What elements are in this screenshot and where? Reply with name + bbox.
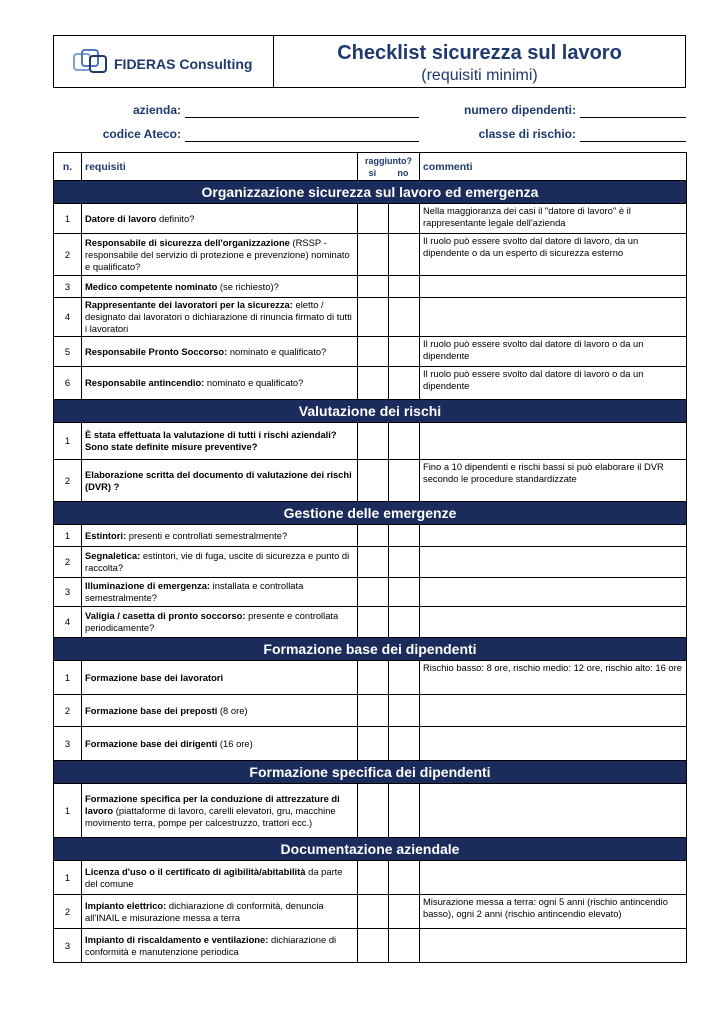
table-row	[54, 204, 687, 234]
requisito-cell	[82, 929, 358, 963]
si-no-labels	[358, 167, 419, 179]
requisito-bold: Licenza d'uso o il certificato di agibilità/abitabilità	[85, 865, 306, 877]
row-number: 2	[54, 895, 82, 929]
col-commenti-header: commenti	[420, 153, 687, 181]
si-checkbox[interactable]	[358, 929, 389, 963]
no-checkbox[interactable]	[389, 337, 420, 367]
row-number: 3	[54, 929, 82, 963]
row-number: 5	[54, 337, 82, 367]
requisito-cell	[82, 547, 358, 578]
document-header	[53, 35, 686, 88]
col-requisiti-header: requisiti	[82, 153, 358, 181]
section-header	[54, 181, 687, 204]
row-number: 1	[54, 861, 82, 895]
requisito-bold: Datore di lavoro	[85, 212, 157, 224]
section-title: Gestione delle emergenze	[54, 502, 687, 525]
requisito-cell	[82, 727, 358, 761]
row-number: 3	[54, 578, 82, 607]
requisito-text: (RSSP - responsabile del servizio di protezione e prevenzione) nominato e qualificato?	[85, 236, 350, 272]
requisito-text: estintori, vie di fuga, uscite di sicurezza e punto di raccolta?	[85, 550, 350, 573]
comment-cell[interactable]	[420, 727, 687, 761]
col-raggiunto-header	[358, 153, 420, 181]
section-header	[54, 400, 687, 423]
row-number: 1	[54, 525, 82, 547]
section-title: Formazione specifica dei dipendenti	[54, 761, 687, 784]
si-checkbox[interactable]	[358, 276, 389, 298]
row-number: 3	[54, 727, 82, 761]
requisito-cell	[82, 578, 358, 607]
requisito-text: eletto / designato dai lavoratori o dichiarazione di rinuncia firmato di tutti i lavoratori	[85, 299, 352, 334]
row-number: 1	[54, 204, 82, 234]
no-label: no	[397, 167, 409, 178]
requisito-text: presente e controllata periodicamente?	[85, 610, 339, 633]
section-title: Organizzazione sicurezza sul lavoro ed emergenza	[54, 181, 687, 204]
requisito-text: (16 ore)	[217, 737, 253, 749]
requisito-bold: Medico competente nominato	[85, 280, 218, 292]
requisito-bold: Responsabile di sicurezza dell'organizzazione	[85, 236, 290, 248]
no-checkbox[interactable]	[389, 525, 420, 547]
si-checkbox[interactable]	[358, 861, 389, 895]
codice-ateco-field[interactable]	[185, 140, 419, 142]
table-row	[54, 661, 687, 695]
requisito-bold: Formazione base dei lavoratori	[85, 671, 224, 683]
requisito-text: da parte del comune	[85, 865, 343, 889]
classe-rischio-label: classe di rischio:	[478, 127, 576, 141]
row-number: 4	[54, 298, 82, 337]
row-number: 1	[54, 423, 82, 460]
comment-cell[interactable]	[420, 276, 687, 298]
comment-cell[interactable]	[420, 547, 687, 578]
requisito-cell	[82, 460, 358, 502]
requisito-text: (8 ore)	[217, 704, 248, 716]
requisito-text: definito?	[156, 212, 195, 224]
comment-cell[interactable]	[420, 929, 687, 963]
table-row	[54, 298, 687, 337]
table-row	[54, 367, 687, 400]
si-label: sì	[368, 167, 377, 178]
logo-text: FIDERAS Consulting	[114, 56, 253, 72]
table-row	[54, 607, 687, 638]
title-block	[274, 36, 685, 87]
no-checkbox[interactable]	[389, 276, 420, 298]
row-number: 4	[54, 607, 82, 638]
comment-cell[interactable]	[420, 784, 687, 838]
requisito-bold: Valigia / casetta di pronto soccorso:	[85, 610, 246, 621]
si-checkbox[interactable]	[358, 525, 389, 547]
section-header	[54, 838, 687, 861]
si-checkbox[interactable]	[358, 367, 389, 400]
table-row	[54, 727, 687, 761]
requisito-text: nominato e qualificato?	[227, 345, 327, 357]
requisito-bold: Responsabile Pronto Soccorso:	[85, 345, 228, 357]
requisito-cell	[82, 895, 358, 929]
no-checkbox[interactable]	[389, 607, 420, 638]
row-number: 2	[54, 460, 82, 502]
requisito-bold: Formazione base dei dirigenti	[85, 737, 218, 749]
table-row	[54, 525, 687, 547]
row-number: 2	[54, 234, 82, 276]
table-row	[54, 861, 687, 895]
si-checkbox[interactable]	[358, 695, 389, 727]
requisito-text: installata e controllata semestralmente?	[85, 580, 304, 603]
comment-cell[interactable]	[420, 861, 687, 895]
section-title: Formazione base dei dipendenti	[54, 638, 687, 661]
table-row	[54, 929, 687, 963]
table-row	[54, 695, 687, 727]
numero-dipendenti-field[interactable]	[580, 116, 686, 118]
comment-cell[interactable]: Rischio basso: 8 ore, rischio medio: 12 ore, rischio alto: 16 ore	[420, 661, 687, 695]
requisito-bold: Rappresentante dei lavoratori per la sicurezza:	[85, 299, 293, 310]
no-checkbox[interactable]	[389, 578, 420, 607]
row-number: 1	[54, 661, 82, 695]
requisito-bold: Segnaletica:	[85, 550, 141, 561]
requisito-cell	[82, 367, 358, 400]
table-header-row	[54, 153, 687, 181]
requisito-bold: Impianto elettrico:	[85, 899, 167, 911]
comment-cell[interactable]: Il ruolo può essere svolto dal datore di lavoro o da un dipendente	[420, 337, 687, 367]
si-checkbox[interactable]	[358, 234, 389, 276]
si-checkbox[interactable]	[358, 895, 389, 929]
codice-ateco-label: codice Ateco:	[102, 127, 181, 141]
si-checkbox[interactable]	[358, 204, 389, 234]
requisito-bold: Formazione specifica per la conduzione di attrezzature di lavoro	[85, 792, 340, 816]
no-checkbox[interactable]	[389, 460, 420, 502]
table-row	[54, 547, 687, 578]
requisito-cell	[82, 861, 358, 895]
requisito-text: dichiarazione di conformità, denuncia all'INAIL e misurazione messa a terra	[85, 899, 324, 923]
page-subtitle: (requisiti minimi)	[421, 67, 538, 84]
no-checkbox[interactable]	[389, 298, 420, 337]
si-checkbox[interactable]	[358, 298, 389, 337]
section-header	[54, 761, 687, 784]
requisito-bold: Estintori:	[85, 529, 127, 541]
table-row	[54, 234, 687, 276]
comment-cell[interactable]	[420, 298, 687, 337]
table-row	[54, 423, 687, 460]
comment-cell[interactable]: Il ruolo può essere svolto dal datore di lavoro, da un dipendente o da un esperto di sicurezza esterno	[420, 234, 687, 276]
comment-cell[interactable]: Nella maggioranza dei casi il "datore di lavoro" è il rappresentante legale dell'azienda	[420, 204, 687, 234]
requisito-text: presenti e controllati semestralmente?	[126, 529, 288, 541]
row-number: 6	[54, 367, 82, 400]
requisito-text: (piattaforme di lavoro, carelli elevatori, gru, macchine movimento terra, pompe per calcestruzzo, trattori ecc.)	[85, 804, 336, 828]
requisito-bold: Responsabile antincendio:	[85, 377, 205, 388]
col-n-header: n.	[54, 153, 82, 181]
raggiunto-label: raggiunto?	[365, 155, 412, 166]
no-checkbox[interactable]	[389, 695, 420, 727]
no-checkbox[interactable]	[389, 895, 420, 929]
requisito-text: (se richiesto)?	[217, 280, 279, 292]
requisito-bold: È stata effettuata la valutazione di tutti i rischi aziendali? Sono state definite misure preventive?	[85, 429, 337, 452]
requisito-cell	[82, 607, 358, 638]
requisito-text: nominato e qualificato?	[204, 377, 304, 388]
section-header	[54, 502, 687, 525]
requisito-text: dichiarazione di conformità e manutenzione periodica	[85, 933, 337, 957]
si-checkbox[interactable]	[358, 460, 389, 502]
row-number: 1	[54, 784, 82, 838]
requisito-cell	[82, 337, 358, 367]
table-row	[54, 337, 687, 367]
section-title: Documentazione aziendale	[54, 838, 687, 861]
requisito-cell	[82, 784, 358, 838]
no-checkbox[interactable]	[389, 547, 420, 578]
company-logo	[54, 36, 274, 87]
logo-mark-icon	[72, 46, 112, 78]
si-checkbox[interactable]	[358, 423, 389, 460]
comment-cell[interactable]	[420, 525, 687, 547]
comment-cell[interactable]: Misurazione messa a terra: ogni 5 anni (rischio antincendio basso), ogni 2 anni (rischio antincendio elevato)	[420, 895, 687, 929]
page-title: Checklist sicurezza sul lavoro	[337, 42, 622, 64]
no-checkbox[interactable]	[389, 367, 420, 400]
no-checkbox[interactable]	[389, 784, 420, 838]
requisito-bold: Elaborazione scritta del documento di valutazione dei rischi (DVR) ?	[85, 468, 352, 492]
si-checkbox[interactable]	[358, 784, 389, 838]
si-checkbox[interactable]	[358, 547, 389, 578]
si-checkbox[interactable]	[358, 578, 389, 607]
requisito-cell	[82, 234, 358, 276]
row-number: 2	[54, 547, 82, 578]
si-checkbox[interactable]	[358, 607, 389, 638]
requisito-cell	[82, 423, 358, 460]
no-checkbox[interactable]	[389, 423, 420, 460]
no-checkbox[interactable]	[389, 661, 420, 695]
requisito-bold: Illuminazione di emergenza:	[85, 580, 211, 591]
requisito-bold: Impianto di riscaldamento e ventilazione:	[85, 933, 269, 945]
no-checkbox[interactable]	[389, 204, 420, 234]
row-number: 3	[54, 276, 82, 298]
si-checkbox[interactable]	[358, 661, 389, 695]
comment-cell[interactable]	[420, 423, 687, 460]
table-row	[54, 578, 687, 607]
classe-rischio-field[interactable]	[580, 140, 686, 142]
azienda-label: azienda:	[132, 103, 181, 117]
requisito-bold: Formazione base dei preposti	[85, 704, 218, 716]
no-checkbox[interactable]	[389, 861, 420, 895]
no-checkbox[interactable]	[389, 234, 420, 276]
azienda-field[interactable]	[185, 116, 419, 118]
si-checkbox[interactable]	[358, 337, 389, 367]
table-row	[54, 784, 687, 838]
section-header	[54, 638, 687, 661]
no-checkbox[interactable]	[389, 727, 420, 761]
si-checkbox[interactable]	[358, 727, 389, 761]
comment-cell[interactable]: Il ruolo può essere svolto dal datore di lavoro o da un dipendente	[420, 367, 687, 400]
comment-cell[interactable]	[420, 578, 687, 607]
requisito-cell	[82, 661, 358, 695]
no-checkbox[interactable]	[389, 929, 420, 963]
table-row	[54, 276, 687, 298]
checklist-table	[53, 152, 687, 963]
table-row	[54, 895, 687, 929]
comment-cell[interactable]	[420, 607, 687, 638]
requisito-cell	[82, 298, 358, 337]
table-row	[54, 460, 687, 502]
requisito-cell	[82, 204, 358, 234]
numero-dipendenti-label: numero dipendenti:	[464, 103, 576, 117]
requisito-cell	[82, 276, 358, 298]
requisito-cell	[82, 695, 358, 727]
comment-cell[interactable]: Fino a 10 dipendenti e rischi bassi si può elaborare il DVR secondo le procedure standardizzate	[420, 460, 687, 502]
comment-cell[interactable]	[420, 695, 687, 727]
requisito-cell	[82, 525, 358, 547]
row-number: 2	[54, 695, 82, 727]
section-title: Valutazione dei rischi	[54, 400, 687, 423]
